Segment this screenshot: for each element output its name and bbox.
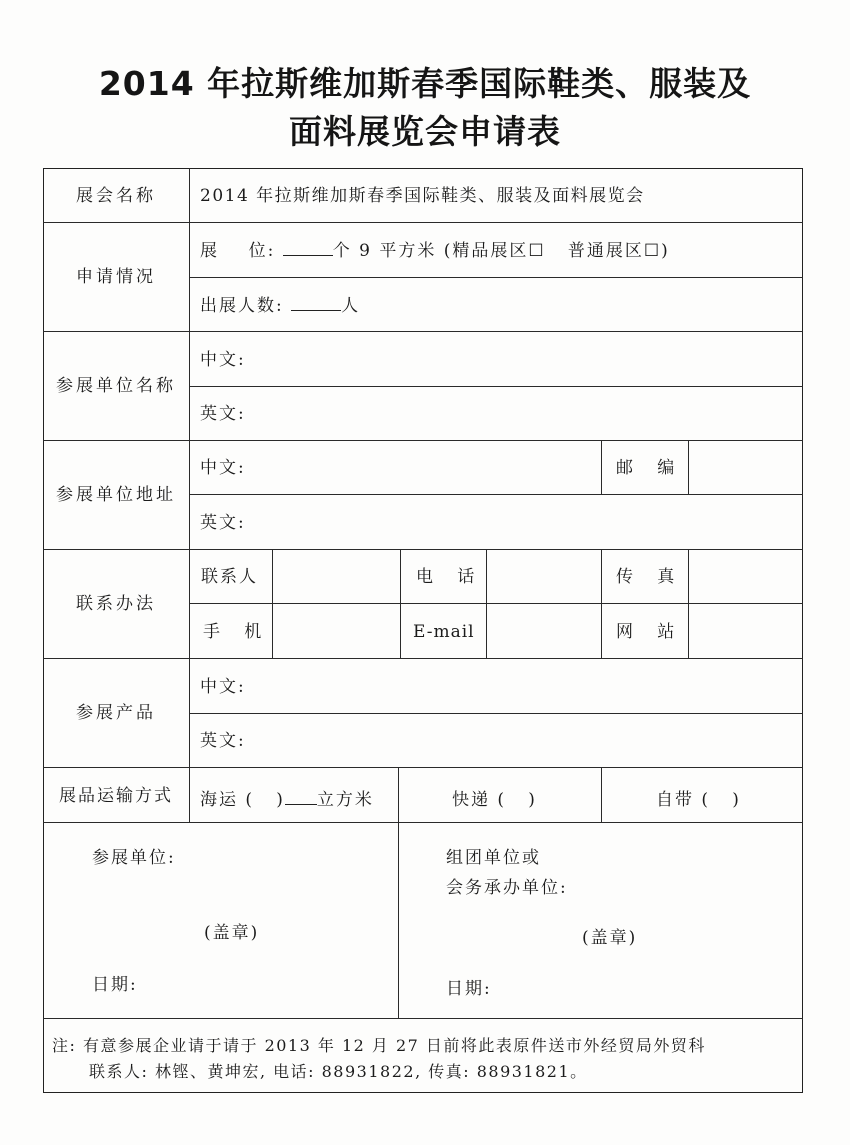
shipping-label: 展品运输方式 [59, 786, 173, 806]
address-en-field[interactable]: 英文: [200, 513, 246, 533]
website-label: 网 站 [616, 622, 677, 642]
postcode-label: 邮 编 [616, 458, 677, 478]
products-cn-field[interactable]: 中文: [200, 677, 246, 697]
fax-label: 传 真 [616, 567, 677, 587]
contact-label: 联系办法 [76, 594, 156, 614]
sea-freight-option[interactable]: 海运 ( ) 立方米 [200, 790, 374, 810]
exhibitor-date-label: 日期: [92, 975, 138, 995]
express-option[interactable]: 快递 ( ) [452, 790, 537, 810]
note-line-1: 注: 有意参展企业请于请于 2013 年 12 月 27 日前将此表原件送市外经贸局外贸科 [52, 1036, 706, 1055]
products-label: 参展产品 [76, 703, 156, 723]
organizer-label-line-2: 会务承办单位: [446, 878, 568, 898]
mobile-label: 手 机 [203, 622, 264, 642]
company-address-label: 参展单位地址 [56, 485, 176, 505]
exhibitor-seal-label: (盖章) [204, 923, 260, 943]
form-title-line-2: 面料展览会申请表 [289, 112, 561, 151]
headcount-field[interactable]: 出展人数: 人 [200, 296, 361, 316]
organizer-date-label: 日期: [446, 979, 492, 999]
phone-label: 电 话 [416, 567, 477, 587]
exhibitor-signature-label: 参展单位: [92, 848, 176, 868]
company-name-label: 参展单位名称 [56, 376, 176, 396]
organizer-seal-label: (盖章) [582, 928, 638, 948]
company-name-en-field[interactable]: 英文: [200, 404, 246, 424]
self-carry-option[interactable]: 自带 ( ) [656, 790, 741, 810]
company-name-cn-field[interactable]: 中文: [200, 350, 246, 370]
address-cn-field[interactable]: 中文: [200, 458, 246, 478]
products-en-field[interactable]: 英文: [200, 731, 246, 751]
contact-person-label: 联系人 [201, 567, 258, 587]
note-line-2: 联系人: 林铿、黄坤宏, 电话: 88931822, 传真: 88931821。 [89, 1062, 588, 1081]
booth-field[interactable]: 展 位: 个 9 平方米 (精品展区☐ 普通展区☐) [200, 241, 670, 261]
organizer-label-line-1: 组团单位或 [446, 848, 541, 868]
application-label: 申请情况 [76, 267, 156, 287]
email-label: E-mail [413, 622, 475, 642]
exhibition-name-label: 展会名称 [76, 186, 156, 206]
form-title-line-1: 2014 年拉斯维加斯春季国际鞋类、服装及 [98, 64, 752, 103]
exhibition-name-value: 2014 年拉斯维加斯春季国际鞋类、服装及面料展览会 [200, 186, 645, 206]
